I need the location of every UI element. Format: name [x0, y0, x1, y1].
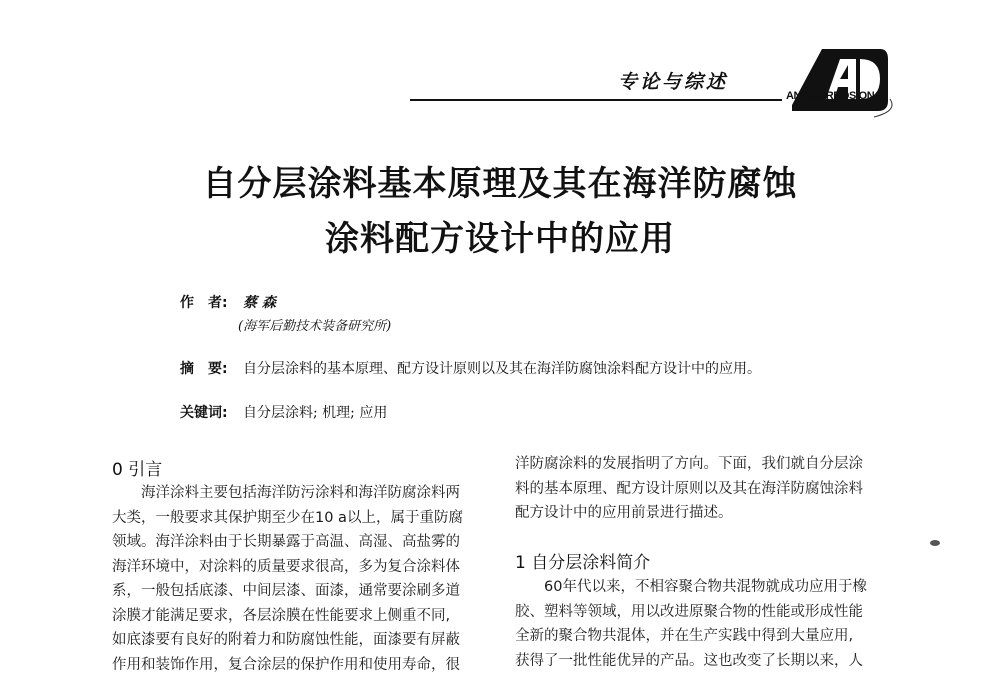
abstract-label: 摘 要: — [180, 358, 228, 378]
section-label: 专论与综述 — [618, 67, 728, 94]
author-name: 蔡 森 — [243, 292, 276, 312]
text-line: 作用和装饰作用，复合涂层的保护作用和使用寿命，很 — [112, 653, 484, 677]
paper-title-line-1: 自分层涂料基本原理及其在海洋防腐蚀 — [0, 156, 1000, 205]
section-1-body — [515, 575, 890, 673]
journal-logo — [770, 41, 895, 119]
text-line: 全新的聚合物共混体，并在生产实践中得到大量应用, — [515, 624, 890, 649]
paper-title-line-2: 涂料配方设计中的应用 — [0, 211, 1000, 260]
text-line: 海洋环境中，对涂料的质量要求很高，多为复合涂料体 — [112, 555, 484, 580]
text-line: 60年代以来，不相容聚合物共混物就成功应用于橡 — [515, 575, 890, 600]
author-affiliation: (海军后勤技术装备研究所) — [238, 315, 391, 334]
text-line: 海洋涂料主要包括海洋防污涂料和海洋防腐涂料两 — [112, 481, 484, 506]
text-line: 如底漆要有良好的附着力和防腐蚀性能，面漆要有屏蔽 — [112, 628, 484, 653]
logo-a-icon — [770, 41, 895, 119]
text-line: 大类，一般要求其保护期至少在10 a以上，属于重防腐 — [112, 506, 484, 531]
text-line: 胶、塑料等领域，用以改进原聚合物的性能或形成性能 — [515, 600, 890, 625]
keywords-label: 关键词: — [180, 402, 228, 422]
section-0-body — [112, 481, 484, 677]
author-label: 作 者: — [180, 292, 228, 312]
abstract-text: 自分层涂料的基本原理、配方设计原则以及其在海洋防腐蚀涂料配方设计中的应用。 — [243, 358, 761, 378]
text-line: 系，一般包括底漆、中间层漆、面漆，通常要涂刷多道 — [112, 579, 484, 604]
text-line: 料的基本原理、配方设计原则以及其在海洋防腐蚀涂料 — [515, 477, 890, 502]
header-rule — [410, 99, 782, 101]
right-column-continued — [515, 452, 890, 526]
text-line: 领域。海洋涂料由于长期暴露于高温、高湿、高盐雾的 — [112, 530, 484, 555]
text-line: 涂膜才能满足要求，各层涂膜在性能要求上侧重不同, — [112, 604, 484, 629]
text-line: 洋防腐涂料的发展指明了方向。下面，我们就自分层涂 — [515, 452, 890, 477]
section-0-heading: 0 引言 — [112, 455, 162, 480]
section-1-heading: 1 自分层涂料简介 — [515, 548, 650, 573]
keywords-text: 自分层涂料; 机理; 应用 — [243, 402, 387, 422]
text-line: 配方设计中的应用前景进行描述。 — [515, 501, 890, 526]
scan-speck — [930, 540, 940, 546]
text-line: 获得了一批性能优异的产品。这也改变了长期以来，人 — [515, 649, 890, 674]
logo-text: ANTICORROSION — [786, 90, 874, 102]
